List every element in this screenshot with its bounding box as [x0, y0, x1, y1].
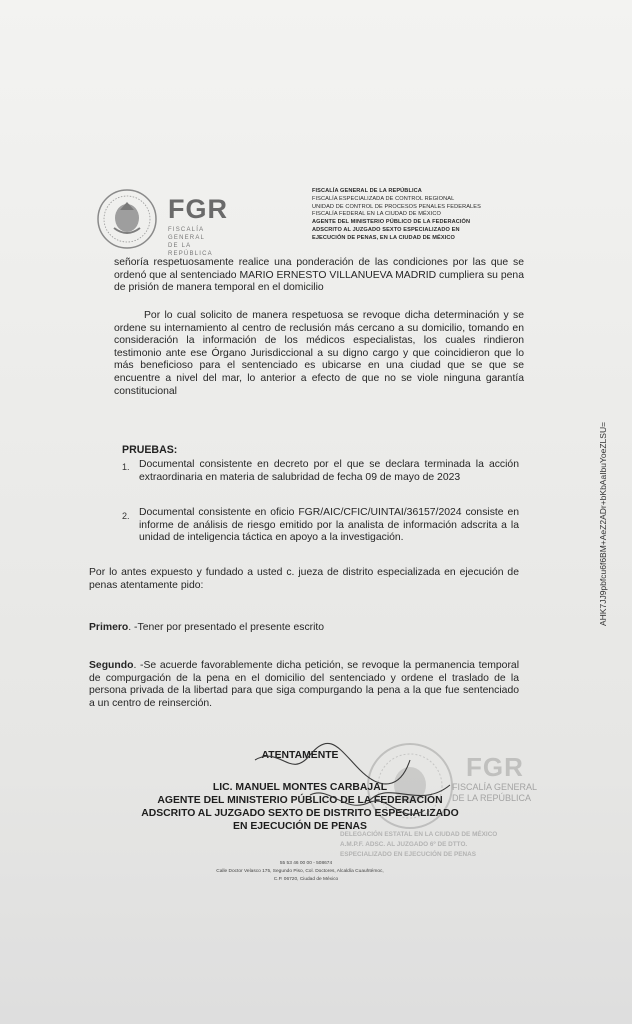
signer-title-1: AGENTE DEL MINISTERIO PÚBLICO DE LA FEDERACIÓN	[157, 795, 443, 806]
segundo-label: Segundo	[89, 660, 134, 671]
letterhead-block	[312, 188, 518, 243]
fgr-logo-subtitle: FISCALÍA GENERAL DE LA REPÚBLICA	[168, 227, 213, 257]
stamp-fgr-text: FGR	[466, 752, 524, 782]
verification-code: AHK7JJ9pbfcu6f6BM+AeZ2ADr+bKbAaIbuYoeZLSU=	[598, 421, 608, 626]
closing-text: ATENTAMENTE	[261, 750, 339, 761]
footer-phone: 55 53 46 00 00 - 508674	[279, 861, 333, 866]
letterhead-line: FISCALÍA GENERAL DE LA REPÚBLICA	[312, 188, 422, 194]
signature-scribble-icon	[250, 740, 460, 830]
prueba-2-text: Documental consistente en oficio FGR/AIC/CFIC/UINTAI/36157/2024 consiste en informe de análisis de riesgo emitido por la analista de información adscrita a la unidad de inteligencia táctica en apoyo a la investigación.	[139, 507, 519, 544]
letterhead-line: EJECUCIÓN DE PENAS, EN LA CIUDAD DE MÉXICO	[312, 234, 455, 241]
faded-stamp-text: DELEGACIÓN ESTATAL EN LA CIUDAD DE MÉXICO A.M.P.F. ADSC. AL JUZGADO 6º DE DTTO. ESPECIALIZADO EN EJECUCIÓN DE PENAS	[340, 831, 498, 858]
letterhead-line: FISCALÍA FEDERAL EN LA CIUDAD DE MÉXICO	[312, 211, 441, 218]
footer-address-2: C.P. 06720, Ciudad de México	[273, 877, 339, 882]
primero-text: . -Tener por presentado el presente escrito	[128, 622, 325, 633]
signer-title-2: ADSCRITO AL JUZGADO SEXTO DE DISTRITO ESPECIALIZADO	[141, 808, 459, 819]
letterhead-line: UNIDAD DE CONTROL DE PROCESOS PENALES FEDERALES	[312, 203, 481, 210]
paragraph-2: Por lo cual solicito de manera respetuosa se revoque dicha determinación y se ordene su internamiento al centro de reclusión más cercano a su domicilio, tomando en consideración la información de los médicos especialistas, los cuales rindieron testimonio ante ese Órgano Jurisdiccional a su digno cargo y que coincidieron que lo más beneficioso para el sentenciado es ubicarse en una ciudad que se que se encuentre a nivel del mar, lo anterior a efecto de que no se viole ninguna garantía constitucional	[114, 310, 524, 397]
signer-name: LIC. MANUEL MONTES CARBAJAL	[212, 782, 388, 793]
letterhead-line: ADSCRITO AL JUZGADO SEXTO ESPECIALIZADO EN	[312, 226, 460, 233]
letterhead-line: AGENTE DEL MINISTERIO PÚBLICO DE LA FEDERACIÓN	[312, 219, 471, 226]
pruebas-heading: PRUEBAS:	[122, 444, 178, 456]
primero-paragraph	[89, 622, 519, 635]
prueba-1-text: Documental consistente en decreto por el que se declara terminada la acción extraordinaria en materia de salubridad de fecha 09 de mayo de 2023	[139, 459, 519, 483]
national-seal-icon	[96, 188, 158, 250]
primero-label: Primero	[89, 622, 129, 633]
prueba-1-number: 1.	[122, 462, 130, 472]
fgr-logo-text: FGR	[168, 194, 228, 224]
footer-address-1: Calle Doctor Velasco 175, Segundo Piso, Col. Doctores, Alcaldía Cuauhtémoc,	[216, 869, 384, 874]
paragraph-3: Por lo antes expuesto y fundado a usted c. jueza de distrito especializada en ejecución de penas atentamente pido:	[89, 567, 519, 591]
prueba-2-number: 2.	[122, 511, 130, 521]
stamp-subtitle: FISCALÍA GENERAL DE LA REPÚBLICA	[452, 782, 538, 803]
paragraph-1: señoría respetuosamente realice una ponderación de las condiciones por las que se ordenó que al sentenciado MARIO ERNESTO VILLANUEVA MADRID cumpliera su pena de prisión de manera temporal en el domicilio	[114, 257, 524, 294]
letterhead-line: FISCALÍA ESPECIALIZADA DE CONTROL REGIONAL	[312, 195, 455, 202]
segundo-paragraph	[89, 660, 519, 710]
signer-title-3: EN EJECUCIÓN DE PENAS	[233, 821, 367, 832]
segundo-text: . -Se acuerde favorablemente dicha petición, se revoque la permanencia temporal de compurgación de la pena en el domicilio del sentenciado y ordene el traslado de la persona privada de la libertad para que siga compurgando la pena a la que fue sentenciado a un centro de reinserción.	[89, 660, 519, 709]
